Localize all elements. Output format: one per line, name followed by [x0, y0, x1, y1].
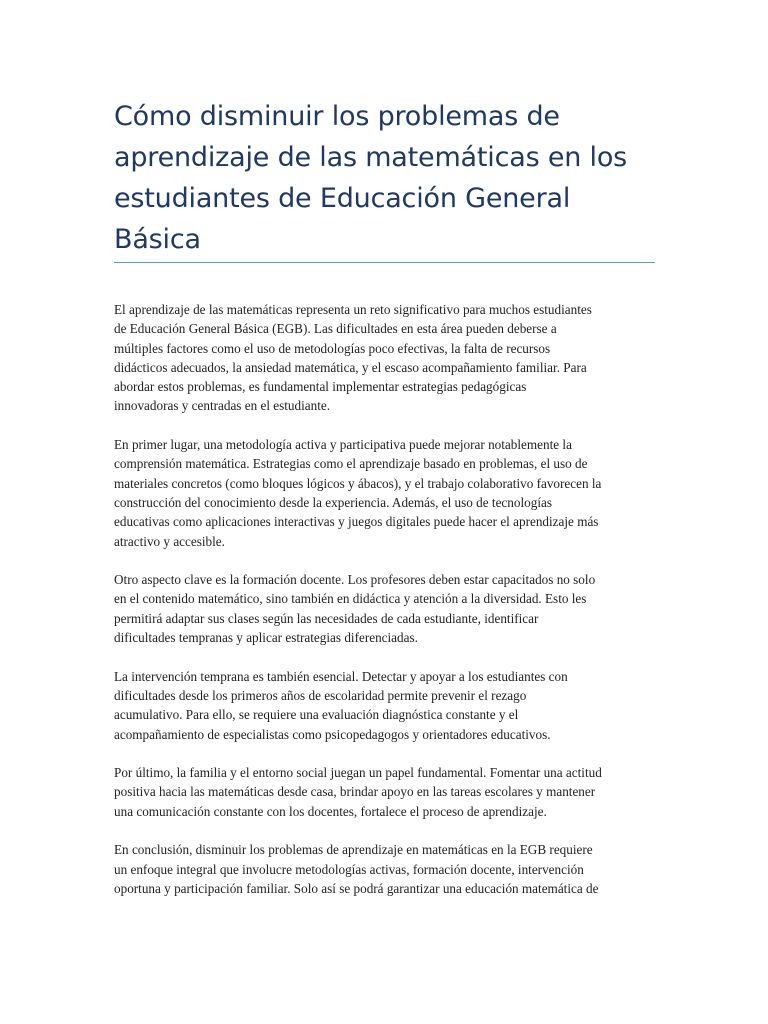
paragraph-3: Otro aspecto clave es la formación docente. Los profesores deben estar capacitados no solo en el contenido matemático, sino también en didáctica y atención a la diversidad. Esto les permitirá adaptar sus clases según las necesidades de cada estudiante, identificar dificultades tempranas y aplicar estrategias diferenciadas. — [114, 572, 596, 646]
paragraph-2: En primer lugar, una metodología activa y participativa puede mejorar notablemente la comprensión matemática. Estrategias como el aprendizaje basado en problemas, el uso de materiales concretos (como bloques lógicos y ábacos), y el trabajo colaborativo favorecen la construcción del conocimiento desde la experiencia. Además, el uso de tecnologías educativas como aplicaciones interactivas y juegos digitales puede hacer el aprendizaje más atractivo y accesible. — [114, 437, 602, 549]
paragraph-6: En conclusión, disminuir los problemas de aprendizaje en matemáticas en la EGB requiere un enfoque integral que involucre metodologías activas, formación docente, intervención oportuna y participación familiar. Solo así se podrá garantizar una educación matemática de — [114, 842, 599, 896]
paragraph-4: La intervención temprana es también esencial. Detectar y apoyar a los estudiantes con dificultades desde los primeros años de escolaridad permite prevenir el rezago acumulativo. Para ello, se requiere una evaluación diagnóstica constante y el acompañamiento de especialistas como psicopedagogos y orientadores educativos. — [114, 668, 568, 742]
document-body — [114, 300, 659, 918]
document-title: Cómo disminuir los problemas de aprendizaje de las matemáticas en los estudiantes de Educación General Básica — [114, 101, 628, 255]
paragraph-5: Por último, la familia y el entorno social juegan un papel fundamental. Fomentar una actitud positiva hacia las matemáticas desde casa, brindar apoyo en las tareas escolares y mantener una comunicación constante con los docentes, fortalece el proceso de aprendizaje. — [114, 765, 602, 819]
paragraph-1: El aprendizaje de las matemáticas representa un reto significativo para muchos estudiantes de Educación General Básica (EGB). Las dificultades en esta área pueden deberse a múltiples factores como el uso de metodologías poco efectivas, la falta de recursos didácticos adecuados, la ansiedad matemática, y el escaso acompañamiento familiar. Para abordar estos problemas, es fundamental implementar estrategias pedagógicas innovadoras y centradas en el estudiante. — [114, 302, 592, 414]
title-divider — [114, 262, 655, 263]
